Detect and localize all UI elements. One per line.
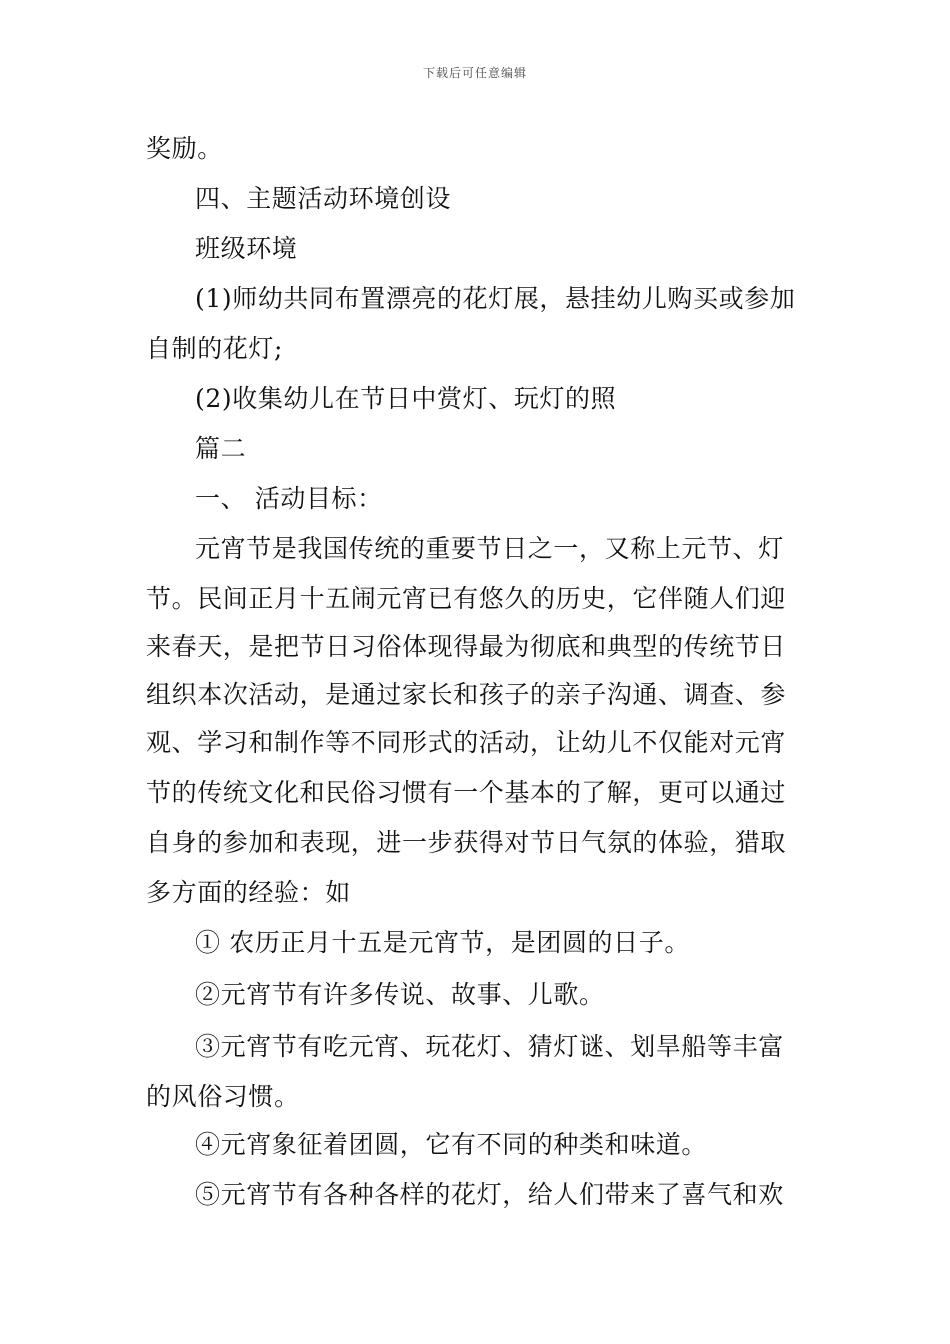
text-line: 多方面的经验：如 bbox=[146, 878, 351, 907]
section-heading: 篇二 bbox=[195, 434, 247, 463]
text-line: (1)师幼共同布置漂亮的花灯展，悬挂幼儿购买或参加 bbox=[195, 284, 796, 313]
text-line: 观、学习和制作等不同形式的活动，让幼儿不仅能对元宵 bbox=[146, 728, 787, 757]
list-item: ① 农历正月十五是元宵节，是团圆的日子。 bbox=[195, 928, 690, 957]
text-line: 自身的参加和表现，进一步获得对节日气氛的体验，猎取 bbox=[146, 828, 787, 857]
subheading: 班级环境 bbox=[195, 234, 298, 263]
text-line: 节。民间正月十五闹元宵已有悠久的历史，它伴随人们迎 bbox=[146, 584, 787, 613]
text-line: 来春天，是把节日习俗体现得最为彻底和典型的传统节日 bbox=[146, 632, 787, 661]
section-heading: 一、 活动目标： bbox=[195, 484, 383, 513]
text-line: 元宵节是我国传统的重要节日之一，又称上元节、灯 bbox=[195, 534, 784, 563]
text-line: 组织本次活动，是通过家长和孩子的亲子沟通、调查、参 bbox=[146, 680, 787, 709]
text-line: 奖励。 bbox=[146, 134, 223, 163]
list-item: ②元宵节有许多传说、故事、儿歌。 bbox=[195, 980, 605, 1009]
page-header-note: 下载后可任意编辑 bbox=[422, 66, 527, 80]
list-item: ⑤元宵节有各种各样的花灯，给人们带来了喜气和欢 bbox=[195, 1180, 784, 1209]
text-line: 的风俗习惯。 bbox=[146, 1082, 300, 1111]
list-item: ③元宵节有吃元宵、玩花灯、猜灯谜、划旱船等丰富 bbox=[195, 1032, 784, 1061]
section-heading: 四、主题活动环境创设 bbox=[195, 184, 452, 213]
text-line: 自制的花灯; bbox=[146, 334, 284, 363]
list-item: ④元宵象征着团圆，它有不同的种类和味道。 bbox=[195, 1130, 708, 1159]
text-line: (2)收集幼儿在节日中赏灯、玩灯的照 bbox=[195, 384, 617, 413]
text-line: 节的传统文化和民俗习惯有一个基本的了解，更可以通过 bbox=[146, 778, 787, 807]
